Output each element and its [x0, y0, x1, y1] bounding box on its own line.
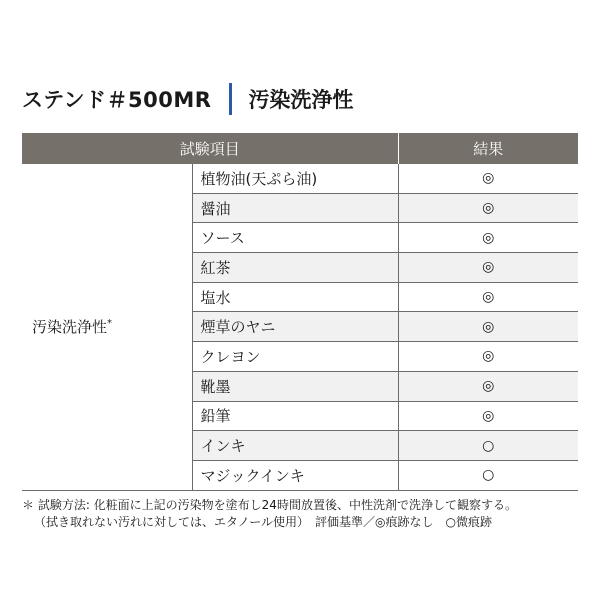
table-row — [22, 164, 578, 193]
result-cell: ◎ — [398, 401, 578, 431]
item-cell: インキ — [192, 431, 398, 461]
item-cell: 鉛筆 — [192, 401, 398, 431]
footnote-test-method: ＊ 試験方法: 化粧面に上記の汚染物を塗布し24時間放置後、中性洗剤で洗浄して観察する。 — [22, 498, 517, 512]
item-cell: 靴墨 — [192, 371, 398, 401]
result-cell: ◎ — [398, 253, 578, 283]
item-cell: 煙草のヤニ — [192, 312, 398, 342]
result-cell: ◎ — [398, 312, 578, 342]
product-name: ステンド＃500MR — [22, 88, 212, 112]
result-cell: ◎ — [398, 164, 578, 193]
result-cell: ◎ — [398, 223, 578, 253]
result-cell: ○ — [398, 431, 578, 461]
item-cell: 塩水 — [192, 282, 398, 312]
item-cell: クレヨン — [192, 342, 398, 372]
category-footnote-mark: * — [107, 318, 113, 330]
item-cell: ソース — [192, 223, 398, 253]
header-test-item: 試験項目 — [22, 133, 398, 164]
result-cell: ◎ — [398, 371, 578, 401]
result-cell: ◎ — [398, 282, 578, 312]
result-cell: ◎ — [398, 342, 578, 372]
footnote — [22, 497, 582, 531]
result-cell: ○ — [398, 460, 578, 490]
footnote-criteria: （拭き取れない汚れに対しては、エタノール使用） 評価基準／◎痕跡なし ○微痕跡 — [34, 515, 492, 529]
page-title — [22, 82, 353, 116]
category-cell — [22, 164, 192, 490]
table-header-row — [22, 133, 578, 164]
item-cell: 紅茶 — [192, 253, 398, 283]
test-subject: 汚染洗浄性 — [248, 88, 354, 112]
result-cell: ◎ — [398, 193, 578, 223]
item-cell: マジックインキ — [192, 460, 398, 490]
category-label: 汚染洗浄性 — [32, 318, 108, 337]
item-cell: 醤油 — [192, 193, 398, 223]
item-cell: 植物油(天ぷら油) — [192, 164, 398, 193]
test-results-table — [22, 133, 578, 491]
title-divider — [229, 83, 232, 115]
header-result: 結果 — [398, 133, 578, 164]
